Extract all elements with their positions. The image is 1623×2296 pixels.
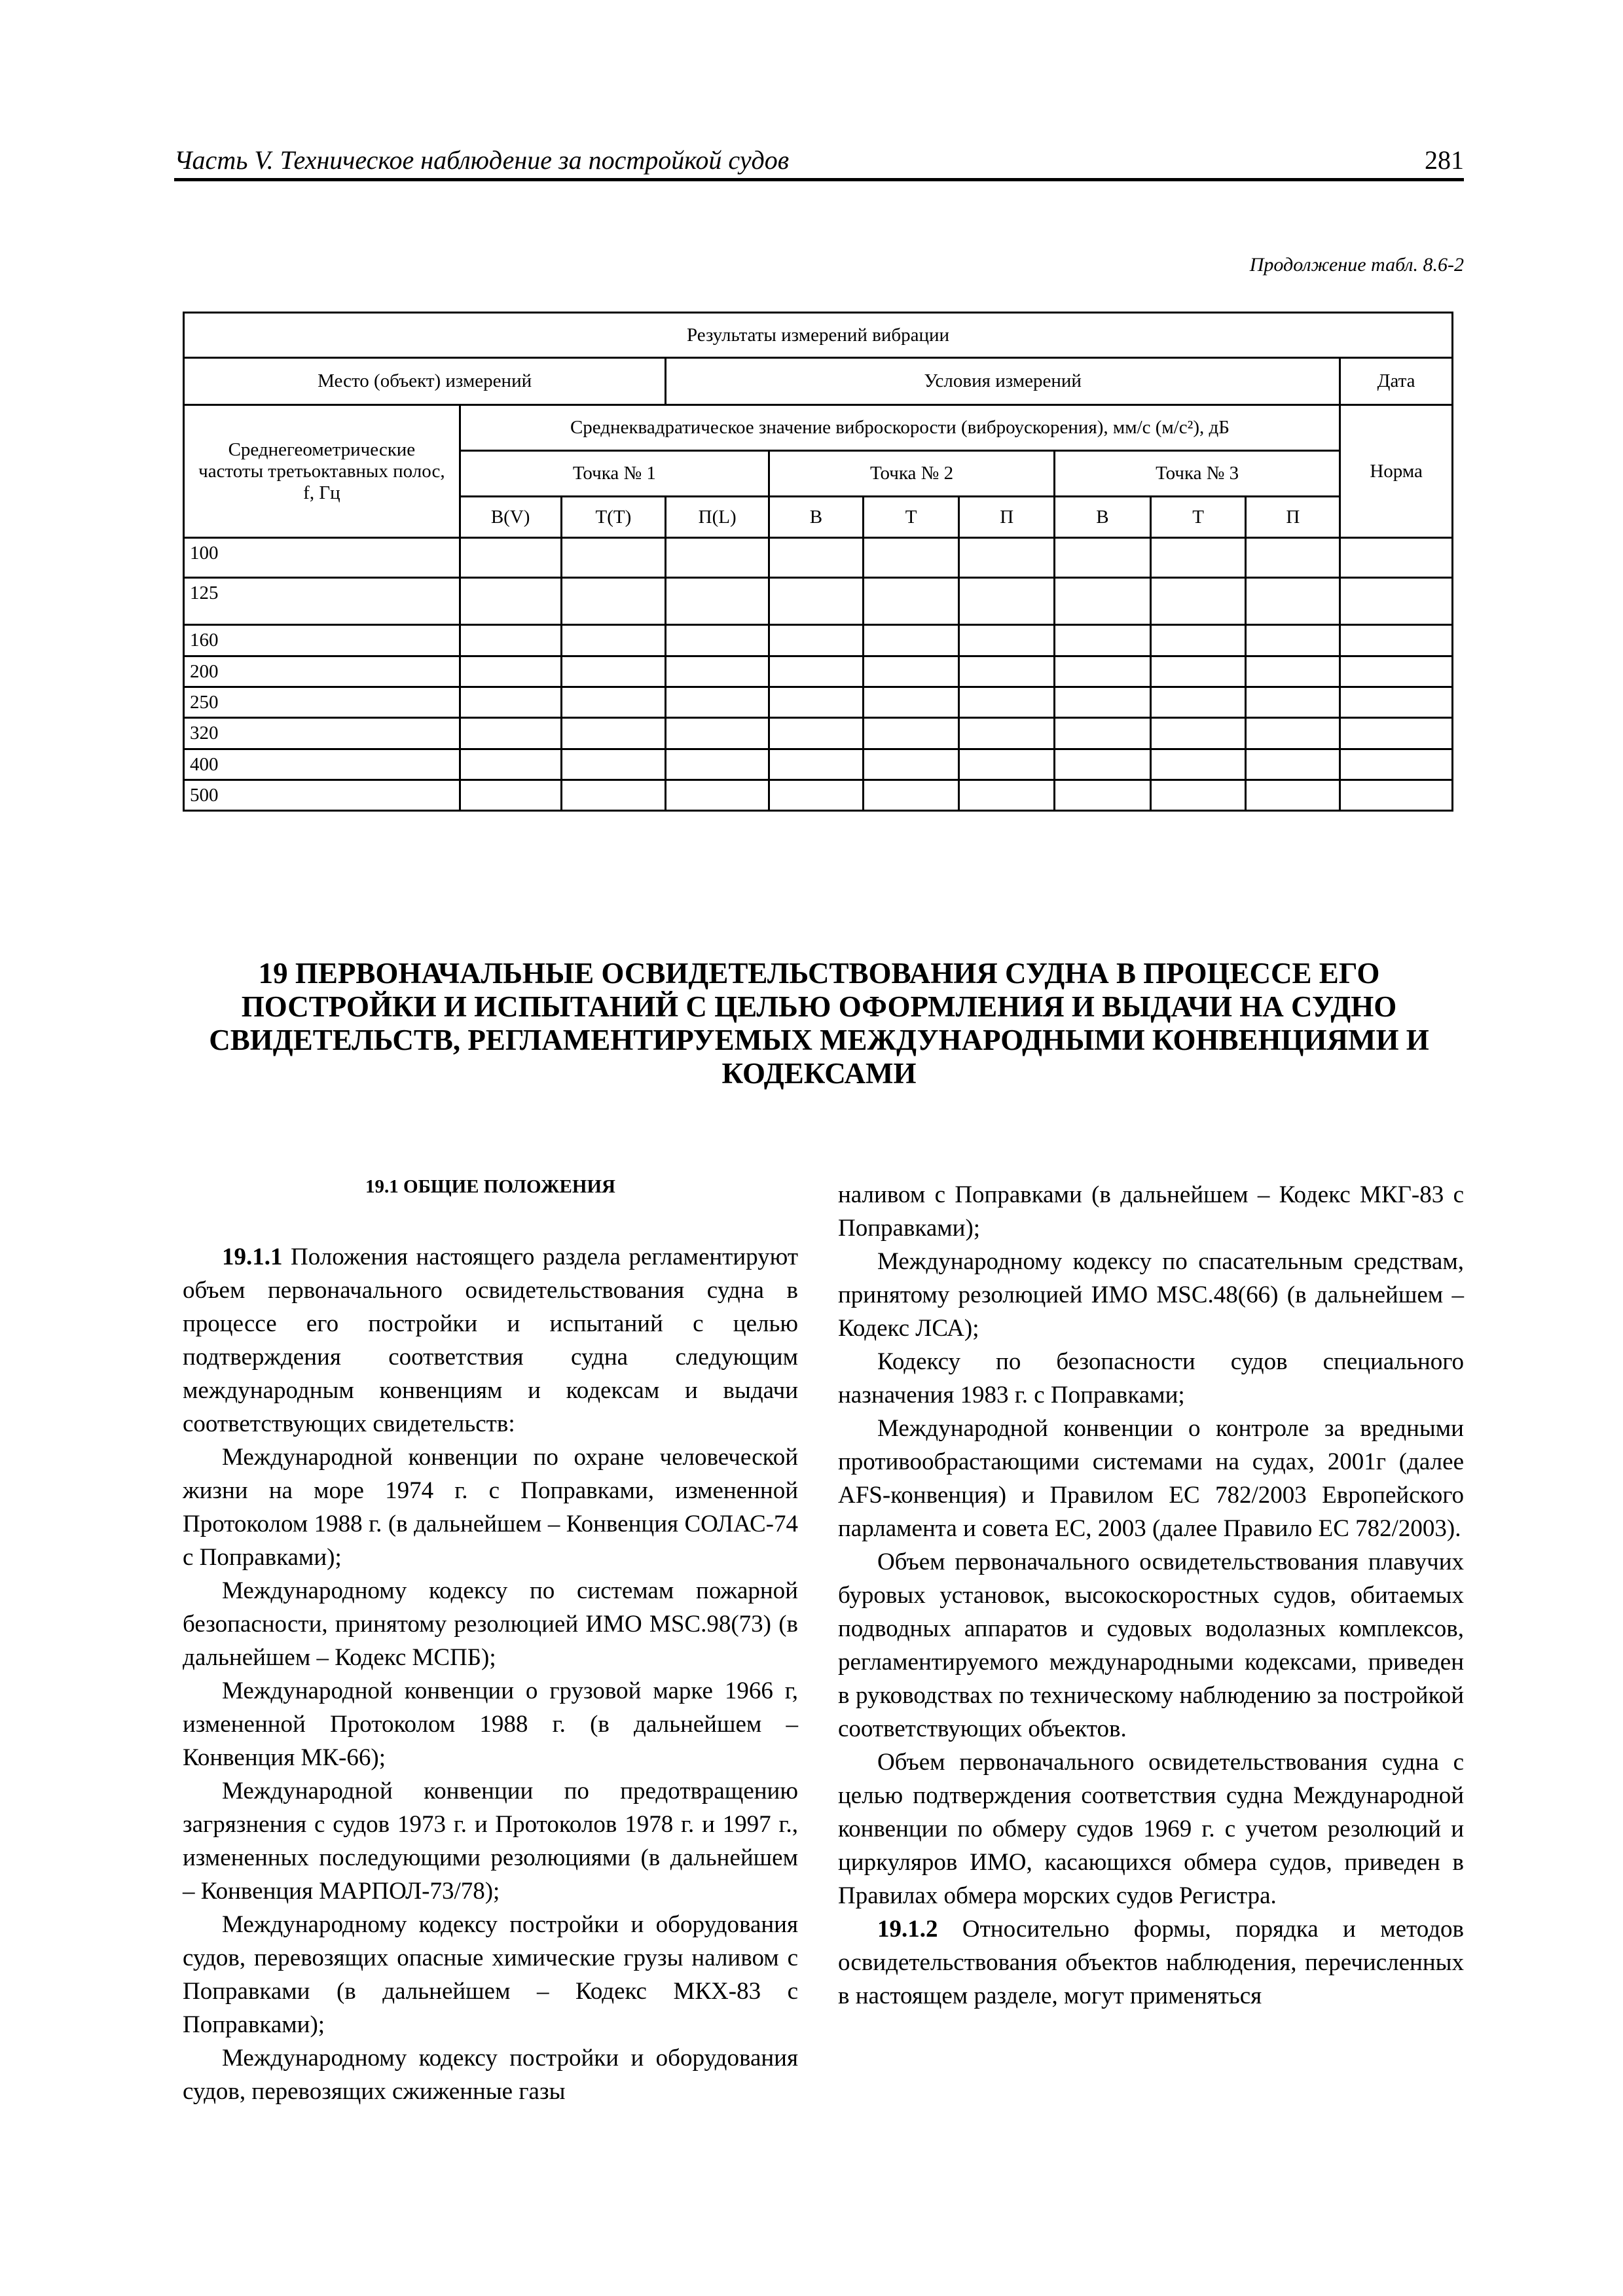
value-cell (1150, 538, 1246, 578)
frequency-cell: 250 (184, 687, 460, 718)
value-cell (666, 578, 769, 625)
value-cell (863, 718, 959, 749)
value-cell (1246, 749, 1340, 780)
table-row (184, 780, 1453, 811)
vibration-table (183, 312, 1453, 812)
value-cell (460, 578, 561, 625)
value-cell (666, 749, 769, 780)
value-cell (666, 718, 769, 749)
value-cell (1246, 687, 1340, 718)
frequency-cell: 125 (184, 578, 460, 625)
point-2-header: Точка № 2 (769, 451, 1055, 497)
value-cell (863, 578, 959, 625)
value-cell (1150, 780, 1246, 811)
value-cell (666, 656, 769, 687)
value-cell (1246, 538, 1340, 578)
paragraph-continuation: наливом с Поправками (в дальнейшем – Кодекс МКГ-83 с Поправками); (838, 1181, 1464, 1242)
frequency-cell: 200 (184, 656, 460, 687)
value-cell (769, 656, 864, 687)
value-cell (959, 625, 1055, 656)
table-title: Результаты измерений вибрации (184, 313, 1453, 358)
value-cell (561, 578, 666, 625)
place-header: Место (объект) измерений (184, 358, 666, 405)
table-row (184, 749, 1453, 780)
value-cell (1340, 656, 1453, 687)
value-cell (1340, 687, 1453, 718)
value-cell (863, 687, 959, 718)
value-cell (1150, 625, 1246, 656)
list-paragraph: Международному кодексу по спасательным средствам, принятому резолюцией ИМО MSC.48(66) (в дальнейшем – Кодекс ЛСА); (838, 1248, 1464, 1342)
paragraph-19-1-1: 19.1.1 Положения настоящего раздела регламентируют объем первоначального освидетельствования судна в процессе его постройки и испытаний с целью подтверждения соответствия судна следующим международным конвенциям и кодексам и выдачи соответствующих свидетельств: (183, 1244, 798, 1437)
value-cell (863, 749, 959, 780)
value-cell (666, 780, 769, 811)
list-paragraph: Международной конвенции о контроле за вредными противообрастающими системами на судах, 2001г (далее AFS-конвенция) и Правилом ЕС 782/2003 Европейского парламента и совета ЕС, 2003 (далее Правило ЕС 782/2003). (838, 1415, 1464, 1542)
value-cell (959, 687, 1055, 718)
value-cell (561, 538, 666, 578)
frequency-cell: 160 (184, 625, 460, 656)
value-cell (1340, 538, 1453, 578)
list-paragraph: Международному кодексу постройки и оборудования судов, перевозящих сжиженные газы (183, 2045, 798, 2105)
value-cell (769, 538, 864, 578)
frequency-cell: 320 (184, 718, 460, 749)
value-cell (1055, 780, 1151, 811)
list-paragraph: Кодексу по безопасности судов специального назначения 1983 г. с Поправками; (838, 1348, 1464, 1408)
value-cell (769, 749, 864, 780)
value-cell (959, 749, 1055, 780)
value-cell (959, 578, 1055, 625)
value-cell (1246, 656, 1340, 687)
value-cell (561, 718, 666, 749)
list-paragraph: Международной конвенции по охране человеческой жизни на море 1974 г. с Поправками, измененной Протоколом 1988 г. (в дальнейшем – Конвенция СОЛАС-74 с Поправками); (183, 1444, 798, 1571)
rms-header: Среднеквадратическое значение виброскорости (виброускорения), мм/с (м/с²), дБ (460, 405, 1340, 451)
table-row (184, 687, 1453, 718)
list-paragraph: Международному кодексу постройки и оборудования судов, перевозящих опасные химические грузы наливом с Поправками (в дальнейшем – Кодекс МКХ-83 с Поправками); (183, 1911, 798, 2038)
table-row (184, 578, 1453, 625)
value-cell (460, 538, 561, 578)
table-row (184, 538, 1453, 578)
value-cell (959, 656, 1055, 687)
value-cell (561, 780, 666, 811)
subcol-header: В (1055, 497, 1151, 538)
list-paragraph: Международной конвенции о грузовой марке 1966 г, измененной Протоколом 1988 г. (в дальнейшем – Конвенция МК-66); (183, 1677, 798, 1771)
table-row (184, 656, 1453, 687)
table-continuation-label: Продолжение табл. 8.6-2 (1249, 254, 1464, 276)
value-cell (460, 718, 561, 749)
section-title: 19 ПЕРВОНАЧАЛЬНЫЕ ОСВИДЕТЕЛЬСТВОВАНИЯ СУДНА В ПРОЦЕССЕ ЕГО ПОСТРОЙКИ И ИСПЫТАНИЙ С ЦЕЛЬЮ ОФОРМЛЕНИЯ И ВЫДАЧИ НА СУДНО СВИДЕТЕЛЬСТВ, РЕГЛАМЕНТИРУЕМЫХ МЕЖДУНАРОДНЫМИ КОНВЕНЦИЯМИ И КОДЕКСАМИ (209, 957, 1429, 1090)
value-cell (1246, 625, 1340, 656)
subcol-header: П(L) (666, 497, 769, 538)
value-cell (1055, 656, 1151, 687)
running-header (174, 139, 1464, 181)
subcol-header: В(V) (460, 497, 561, 538)
value-cell (863, 625, 959, 656)
value-cell (1150, 718, 1246, 749)
value-cell (1246, 578, 1340, 625)
subcol-header: Т(T) (561, 497, 666, 538)
value-cell (959, 718, 1055, 749)
subsection-title: 19.1 ОБЩИЕ ПОЛОЖЕНИЯ (365, 1176, 615, 1197)
value-cell (1055, 687, 1151, 718)
value-cell (769, 578, 864, 625)
norm-header: Норма (1340, 405, 1453, 538)
value-cell (959, 780, 1055, 811)
value-cell (561, 656, 666, 687)
date-header: Дата (1340, 358, 1453, 405)
value-cell (1340, 625, 1453, 656)
value-cell (769, 687, 864, 718)
subcol-header: Т (863, 497, 959, 538)
value-cell (561, 687, 666, 718)
value-cell (460, 780, 561, 811)
value-cell (1340, 780, 1453, 811)
value-cell (1150, 656, 1246, 687)
value-cell (666, 538, 769, 578)
value-cell (561, 749, 666, 780)
subcol-header: П (1246, 497, 1340, 538)
value-cell (1246, 780, 1340, 811)
frequency-cell: 100 (184, 538, 460, 578)
frequency-cell: 500 (184, 780, 460, 811)
value-cell (1340, 718, 1453, 749)
subcol-header: П (959, 497, 1055, 538)
table-row (184, 718, 1453, 749)
point-3-header: Точка № 3 (1055, 451, 1340, 497)
frequency-cell: 400 (184, 749, 460, 780)
point-1-header: Точка № 1 (460, 451, 769, 497)
list-paragraph: Объем первоначального освидетельствования плавучих буровых установок, высокоскоростных судов, обитаемых подводных аппаратов и судовых водолазных комплексов, регламентируемого международными кодексами, приведен в руководствах по техническому наблюдению за постройкой соответствующих объектов. (838, 1549, 1464, 1742)
value-cell (863, 656, 959, 687)
left-column (183, 1170, 798, 2108)
value-cell (460, 625, 561, 656)
list-paragraph: Объем первоначального освидетельствования судна с целью подтверждения соответствия судна Международной конвенции по обмеру судов 1969 г. с учетом резолюций и циркуляров ИМО, касающихся обмера судов, приведен в Правилах обмера морских судов Регистра. (838, 1749, 1464, 1909)
conditions-header: Условия измерений (666, 358, 1340, 405)
header-title: Часть V. Техническое наблюдение за постройкой судов (174, 145, 790, 175)
value-cell (1055, 538, 1151, 578)
value-cell (460, 749, 561, 780)
value-cell (1246, 718, 1340, 749)
value-cell (1055, 718, 1151, 749)
value-cell (1055, 625, 1151, 656)
right-column (838, 1178, 1464, 2013)
value-cell (769, 780, 864, 811)
value-cell (561, 625, 666, 656)
value-cell (1150, 687, 1246, 718)
value-cell (1150, 749, 1246, 780)
value-cell (1340, 749, 1453, 780)
page-number: 281 (1425, 145, 1464, 175)
table-row (184, 625, 1453, 656)
value-cell (863, 538, 959, 578)
value-cell (666, 687, 769, 718)
list-paragraph: Международному кодексу по системам пожарной безопасности, принятому резолюцией ИМО MSC.98(73) (в дальнейшем – Кодекс МСПБ); (183, 1577, 798, 1671)
list-paragraph: Международной конвенции по предотвращению загрязнения с судов 1973 г. и Протоколов 1978 г. и 1997 г., измененных последующими резолюциями (в дальнейшем – Конвенция МАРПОЛ-73/78); (183, 1778, 798, 1905)
value-cell (1150, 578, 1246, 625)
subcol-header: В (769, 497, 864, 538)
value-cell (460, 656, 561, 687)
value-cell (959, 538, 1055, 578)
value-cell (769, 625, 864, 656)
paragraph-19-1-2: 19.1.2 Относительно формы, порядка и методов освидетельствования объектов наблюдения, перечисленных в настоящем разделе, могут применяться (838, 1916, 1464, 2009)
value-cell (1055, 578, 1151, 625)
value-cell (460, 687, 561, 718)
subcol-header: Т (1150, 497, 1246, 538)
value-cell (863, 780, 959, 811)
value-cell (1055, 749, 1151, 780)
value-cell (769, 718, 864, 749)
freq-header: Среднегеометрические частоты третьоктавных полос, f, Гц (184, 405, 460, 538)
value-cell (666, 625, 769, 656)
value-cell (1340, 578, 1453, 625)
